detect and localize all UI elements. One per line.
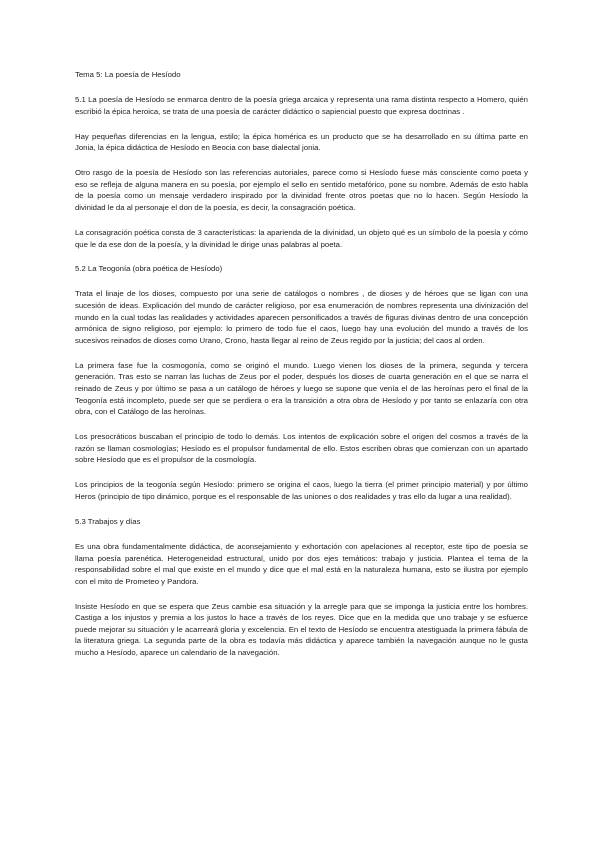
paragraph-presocraticos: Los presocráticos buscaban el principio de todo lo demás. Los intentos de explicación sobre el origen del cosmos a través de la razón se llaman cosmologías; Hesíodo es el propulsor fundamental de ello. Estos escriben obras que comienzan con un apartado sobre Hesíodo que es el propulsor de la cosmología. (75, 432, 528, 465)
section-heading-trabajos-y-dias: 5.3 Trabajos y días (75, 516, 141, 526)
paragraph-principios-teogonia: Los principios de la teogonía según Hesíodo: primero se origina el caos, luego la tierra (el primer principio material) y por último Heros (principio de tipo dinámico, porque es el responsable de las uniones o dos realidades y tras ello da lugar a una realidad). (75, 480, 528, 501)
paragraph-zeus-justicia: Insiste Hesíodo en que se espera que Zeus cambie esa situación y la arregle para que se imponga la justicia entre los hombres. Castiga a los injustos y premia a los justos lo hace a través de los reyes. Dice que en la medida que uno trabaje y se esfuerce puede mejorar su situación y le acarreará gloria y excelencia. En el texto de Hesíodo se encuentra atestiguada la primera fábula de la literatura griega. La segunda parte de la obra es todavía más didáctica y aparece también la navegación aunque no le gusta mucho a Hesíodo, aparece un calendario de la navegación. (75, 601, 528, 658)
paragraph-cosmogonia: La primera fase fue la cosmogonía, como se originó el mundo. Luego vienen los dioses de la primera, segunda y tercera generación. Tras esto se narran las luchas de Zeus por el poder, después los dioses de cuarta generación en el que se narra el reinado de Zeus y por último se pasa a un catálogo de héroes y luego se supone que venía el de las heroínas pero el final de la Teogonía está incompleto, puede ser que se perdiera o era la transición a otra obra de Hesíodo y por tanto se enlazaría con otra obra, con el Catálogo de las heroínas. (75, 360, 528, 417)
paragraph-5-1: 5.1 La poesía de Hesíodo se enmarca dentro de la poesía griega arcaica y representa una rama distinta respecto a Homero, quién escribió la épica heroica, se trata de una poesía de carácter didáctico o sapiencial puesto que expresa doctrinas . (75, 94, 528, 116)
paragraph-referencias-autoriales: Otro rasgo de la poesía de Hesíodo son las referencias autoriales, parece como si Hesíodo fuese más consciente como poeta y eso se refleja de alguna manera en su poesía, por ejemplo el sello en sentido metafórico, pone su nombre. Además de esto habla de la poesía como un mensaje verdadero inspirado por la divinidad frente otros poetas que no lo hacen. Según Hesíodo la divinidad le da al personaje el don de la poesía, es decir, la consagración poética. (75, 168, 528, 212)
paragraph-lengua: Hay pequeñas diferencias en la lengua, estilo; la épica homérica es un producto que se ha desarrollado en su última parte en Jonia, la épica didáctica de Hesíodo en Beocia con base dialectal jonia. (75, 131, 528, 153)
paragraph-obra-didactica: Es una obra fundamentalmente didáctica, de aconsejamiento y exhortación con apelaciones al receptor, este tipo de poesía se llama poesía parenética. Heterogeneidad estructural, unido por dos ejes temáticos: trabajo y justicia. Plantea el tema de la responsabilidad sobre el mal que existe en el mundo y dice que el mal está en la naturaleza humana, esto se ilustra por ejemplo con el mito de Prometeo y Pandora. (75, 541, 528, 586)
section-heading-teogonia: 5.2 La Teogonía (obra poética de Hesíodo) (75, 264, 223, 274)
paragraph-consagracion: La consagración poética consta de 3 características: la aparienda de la divinidad, un objeto qué es un símbolo de la poesía y cómo que le da ese don de la poesía, y la divinidad le dirige unas palabras al poeta. (75, 227, 528, 249)
paragraph-linaje-dioses: Trata el linaje de los dioses, compuesto por una serie de catálogos o nombres , de dioses y de héroes que se ligan con una sucesión de ideas. Explicación del mundo de carácter religioso, por esa enumeración de nombres representa una divinización del mundo en la cual todas las realidades y actividades aparecen personificados a través de figuras divinas dentro de una concepción armónica de signo religioso, por ejemplo: lo primero de todo fue el caos, luego hay una evolución del mundo a través de los sucesivos reinados de dioses como Urano, Crono, hasta llegar al reino de Zeus regido por la justicia; del caos al orden. (75, 289, 528, 345)
document-title: Tema 5: La poesía de Hesíodo (75, 70, 181, 79)
